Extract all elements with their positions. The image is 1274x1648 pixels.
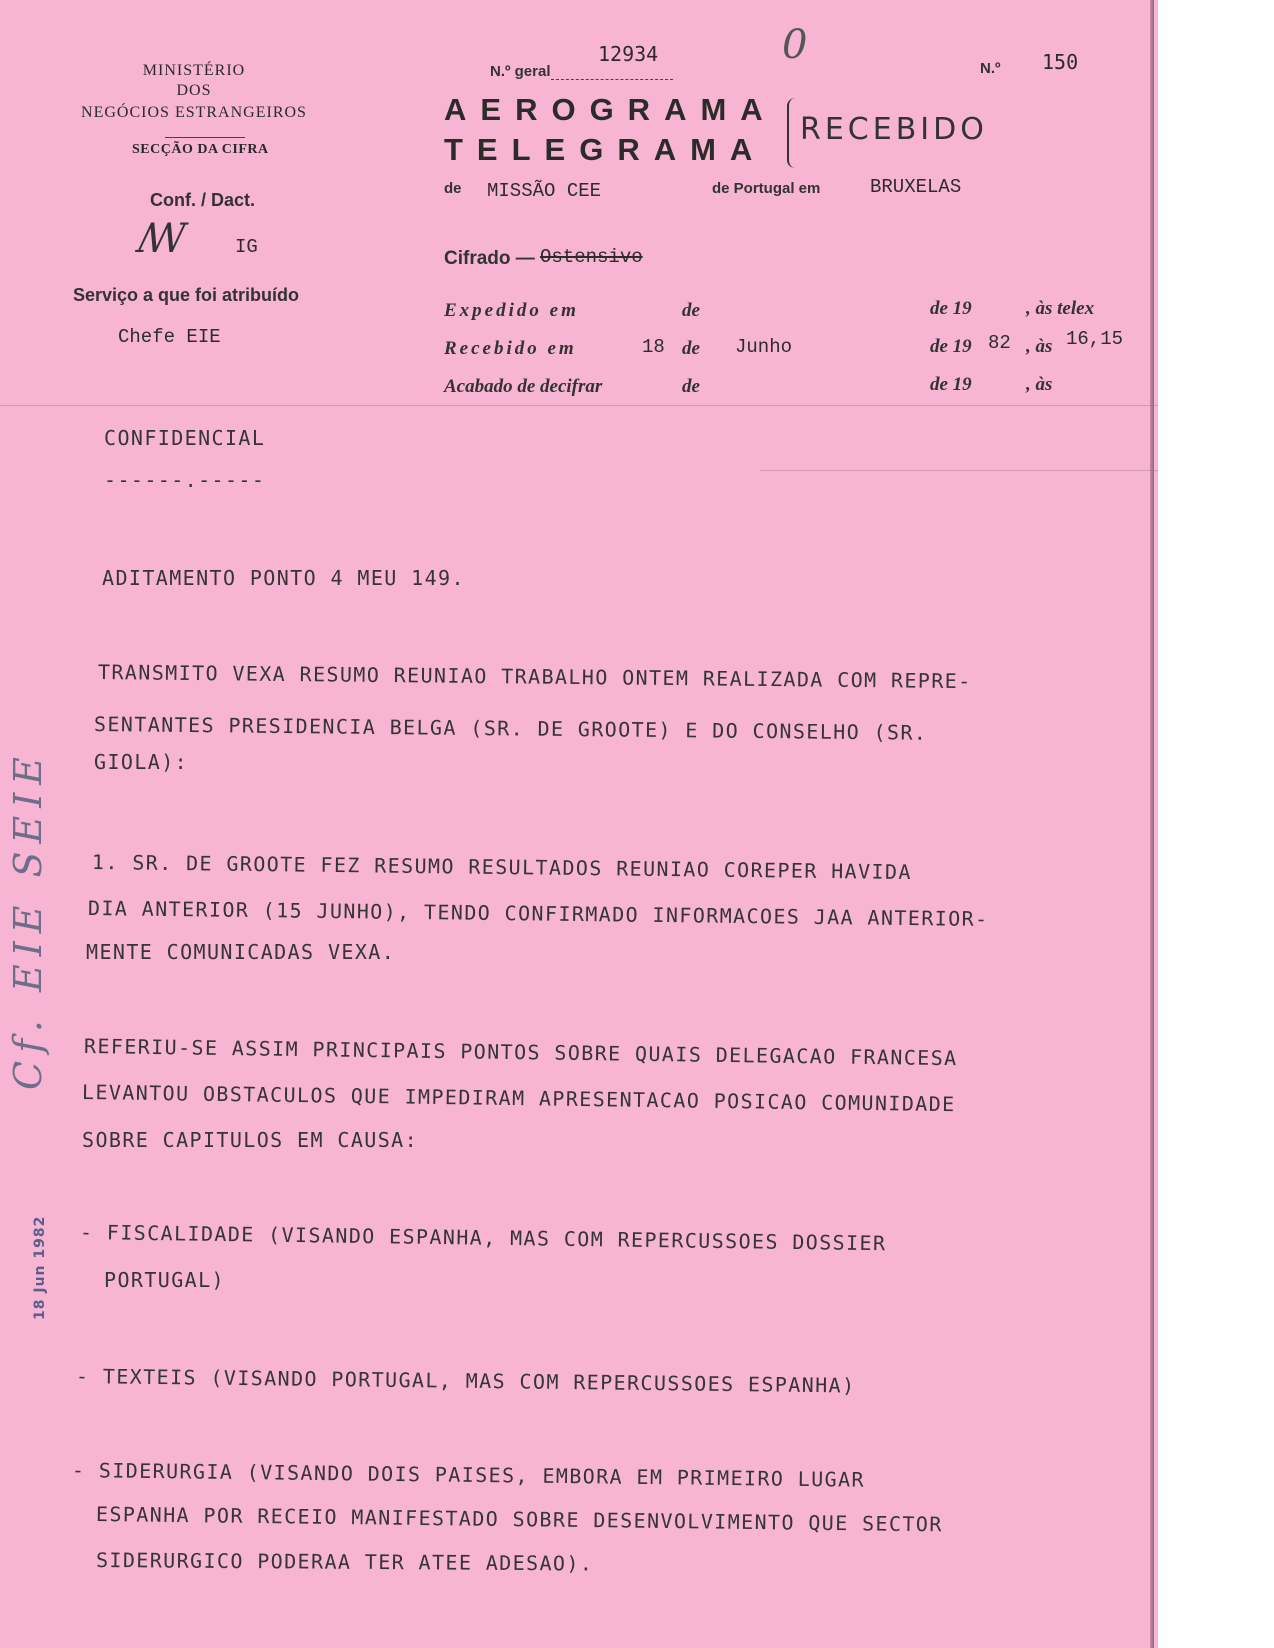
geral-label-text: N.º geral (490, 63, 551, 80)
geral-dotted-line (551, 78, 673, 80)
paper-edge (1150, 0, 1154, 1648)
number-label: N.º (980, 60, 1001, 77)
body-line-0: ADITAMENTO PONTO 4 MEU 149. (102, 566, 465, 590)
recebido-month: Junho (735, 336, 793, 358)
recebido-day: 18 (642, 336, 665, 358)
fold-line (760, 470, 1158, 471)
acabado-year: de 19 (930, 374, 972, 395)
classification: CONFIDENCIAL (104, 426, 266, 450)
ministry-line-3: NEGÓCIOS ESTRANGEIROS (81, 104, 307, 121)
section-name: SECÇÃO DA CIFRA (132, 142, 269, 157)
ministry-line-2: DOS (176, 82, 212, 99)
cifrado-value: Ostensivo (540, 246, 643, 268)
body-line-1: TRANSMITO VEXA RESUMO REUNIAO TRABALHO ONTEM REALIZADA COM REPRE- (97, 660, 972, 694)
recebido-label: Recebido em (444, 338, 577, 359)
service-label: Serviço a que foi atribuído (73, 285, 300, 305)
recebido-year-label: de 19 (930, 336, 972, 357)
expedido-de: de (682, 300, 700, 321)
body-line-11: PORTUGAL) (104, 1268, 225, 1292)
title-telegrama: TELEGRAMA (444, 132, 767, 167)
expedido-label: Expedido em (444, 300, 579, 321)
body-line-10: - FISCALIDADE (VISANDO ESPANHA, MAS COM REPERCUSSOES DOSSIER (79, 1220, 887, 1256)
body-line-13: - SIDERURGIA (VISANDO DOIS PAISES, EMBORA EM PRIMEIRO LUGAR (71, 1458, 866, 1492)
body-line-9: SOBRE CAPITULOS EM CAUSA: (82, 1128, 419, 1152)
section-divider (165, 137, 245, 138)
geral-value: 12934 (598, 42, 659, 66)
body-line-4: 1. SR. DE GROOTE FEZ RESUMO RESULTADOS REUNIAO COREPER HAVIDA (91, 850, 912, 885)
conf-value: IG (235, 236, 258, 258)
handwritten-initials: ꟿ (138, 216, 187, 262)
body-line-15: SIDERURGICO PODERAA TER ATEE ADESAO). (95, 1548, 594, 1576)
recebido-time: 16,15 (1066, 328, 1124, 350)
origin-label: de Portugal em (712, 180, 821, 197)
body-line-12: - TEXTEIS (VISANDO PORTUGAL, MAS COM REPERCUSSOES ESPANHA) (75, 1364, 856, 1398)
number-value: 150 (1042, 50, 1079, 74)
service-value: Chefe EIE (118, 326, 221, 348)
body-line-7: REFERIU-SE ASSIM PRINCIPAIS PONTOS SOBRE QUAIS DELEGACAO FRANCESA (83, 1034, 958, 1071)
acabado-de: de (682, 376, 700, 397)
body-line-3: GIOLA): (94, 750, 189, 774)
handwritten-zero: 0 (782, 22, 808, 68)
recebido-time-label: , às (1026, 336, 1053, 357)
origin-value: BRUXELAS (870, 176, 962, 198)
expedido-time: , às telex (1026, 298, 1095, 319)
title-aerograma: AEROGRAMA (444, 92, 777, 127)
from-value: MISSÃO CEE (487, 180, 602, 202)
expedido-year: de 19 (930, 298, 972, 319)
body-line-14: ESPANHA POR RECEIO MANIFESTADO SOBRE DESENVOLVIMENTO QUE SECTOR (95, 1502, 943, 1537)
recebido-de: de (682, 338, 700, 359)
title-brace (787, 98, 799, 168)
cifrado-label: Cifrado — (444, 248, 535, 269)
body-line-8: LEVANTOU OBSTACULOS QUE IMPEDIRAM APRESENTACAO POSICAO COMUNIDADE (81, 1080, 956, 1117)
body-line-5: DIA ANTERIOR (15 JUNHO), TENDO CONFIRMADO INFORMACOES JAA ANTERIOR- (87, 896, 989, 932)
from-label: de (444, 180, 462, 197)
conf-label: Conf. / Dact. (150, 190, 256, 210)
date-stamp: 18 Jun 1982 (32, 1215, 48, 1320)
status-recebido: RECEBIDO (800, 112, 988, 147)
acabado-label: Acabado de decifrar (444, 376, 603, 397)
body-line-6: MENTE COMUNICADAS VEXA. (86, 940, 396, 964)
ministry-line-1: MINISTÉRIO (142, 62, 246, 79)
acabado-time: , às (1026, 374, 1053, 395)
recebido-year: 82 (988, 332, 1011, 354)
classification-underline: ------.----- (104, 468, 266, 492)
fold-line (0, 405, 1158, 406)
margin-handwritten-note: Cf. EIE SEIE (6, 748, 50, 1090)
body-line-2: SENTANTES PRESIDENCIA BELGA (SR. DE GROOTE) E DO CONSELHO (SR. (93, 712, 928, 745)
